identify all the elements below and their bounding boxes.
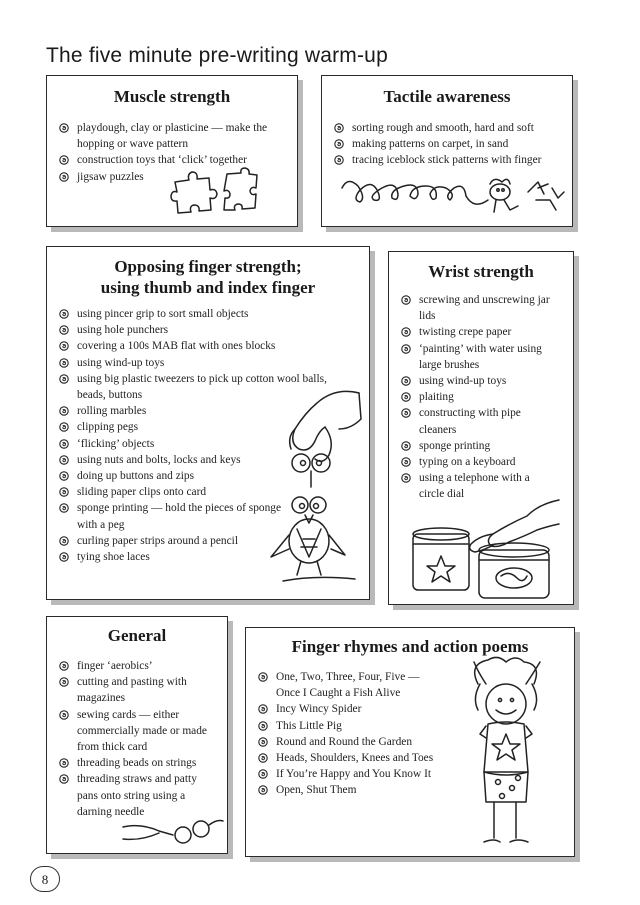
bullet-icon xyxy=(59,677,69,687)
bullet-icon xyxy=(59,155,69,165)
bullet-icon xyxy=(401,473,411,483)
page-title: The five minute pre-writing warm-up xyxy=(46,44,388,67)
wrist-strength-list xyxy=(401,292,565,503)
list-item: typing on a keyboard xyxy=(401,454,565,470)
bullet-icon xyxy=(401,344,411,354)
list-item: using wind-up toys xyxy=(401,373,565,389)
wrist-strength-box xyxy=(388,251,574,605)
list-item: using big plastic tweezers to pick up cotton wool balls, beads, buttons xyxy=(59,371,357,403)
list-item: playdough, clay or plasticine — make the hopping or wave pattern xyxy=(59,120,285,152)
list-item: jigsaw puzzles xyxy=(59,169,285,185)
list-item: ‘flicking’ objects xyxy=(59,436,282,452)
bullet-icon xyxy=(59,374,69,384)
bullet-icon xyxy=(59,552,69,562)
bullet-icon xyxy=(59,758,69,768)
jigsaw-puzzle-icon xyxy=(169,168,259,218)
general-heading: General xyxy=(107,626,167,645)
girl-figure-icon xyxy=(458,654,558,850)
list-item: screwing and unscrewing jar lids xyxy=(401,292,559,324)
list-item: finger ‘aerobics’ xyxy=(59,658,221,674)
list-item: twisting crepe paper xyxy=(401,324,565,340)
list-item: sorting rough and smooth, hard and soft xyxy=(334,120,564,136)
tracing-pattern-icon xyxy=(338,170,568,218)
bullet-icon xyxy=(258,721,268,731)
list-item: rolling marbles xyxy=(59,403,282,419)
muscle-strength-heading: Muscle strength xyxy=(113,87,231,106)
list-item: using nuts and bolts, locks and keys xyxy=(59,452,282,468)
bullet-icon xyxy=(59,774,69,784)
bullet-icon xyxy=(334,139,344,149)
bullet-icon xyxy=(59,341,69,351)
bullet-icon xyxy=(401,327,411,337)
list-item: Round and Round the Garden xyxy=(258,734,564,750)
tactile-awareness-list xyxy=(334,120,564,169)
bullet-icon xyxy=(401,392,411,402)
bullet-icon xyxy=(59,325,69,335)
list-item: using pincer grip to sort small objects xyxy=(59,306,357,322)
list-item: threading beads on strings xyxy=(59,755,221,771)
bullet-icon xyxy=(59,406,69,416)
list-item: making patterns on carpet, in sand xyxy=(334,136,564,152)
list-item: plaiting xyxy=(401,389,565,405)
bullet-icon xyxy=(258,737,268,747)
bullet-icon xyxy=(258,769,268,779)
list-item: Open, Shut Them xyxy=(258,782,564,798)
finger-rhymes-box xyxy=(245,627,575,857)
bullet-icon xyxy=(59,503,69,513)
list-item: Heads, Shoulders, Knees and Toes xyxy=(258,750,564,766)
list-item: covering a 100s MAB flat with ones blocks xyxy=(59,338,357,354)
wrist-strength-heading: Wrist strength xyxy=(428,262,534,281)
bullet-icon xyxy=(59,471,69,481)
list-item: sponge printing xyxy=(401,438,565,454)
bullet-icon xyxy=(59,123,69,133)
bullet-icon xyxy=(334,123,344,133)
bullet-icon xyxy=(334,155,344,165)
bullet-icon xyxy=(59,455,69,465)
list-item: threading straws and patty pans onto string using a darning needle xyxy=(59,771,217,820)
bullet-icon xyxy=(59,439,69,449)
list-item: construction toys that ‘click’ together xyxy=(59,152,285,168)
list-item: sewing cards — either commercially made or made from thick card xyxy=(59,707,207,756)
opposing-finger-heading-line2: using thumb and index finger xyxy=(100,278,316,297)
list-item: tracing iceblock stick patterns with finger xyxy=(334,152,564,168)
tactile-awareness-heading: Tactile awareness xyxy=(383,87,511,106)
list-item: tying shoe laces xyxy=(59,549,282,565)
bullet-icon xyxy=(59,358,69,368)
scissors-icon xyxy=(121,817,225,847)
list-item: sponge printing — hold the pieces of sponge with a peg xyxy=(59,500,282,532)
bullet-icon xyxy=(258,704,268,714)
tactile-awareness-box xyxy=(321,75,573,227)
bullet-icon xyxy=(401,441,411,451)
bullet-icon xyxy=(59,710,69,720)
bullet-icon xyxy=(59,536,69,546)
general-box xyxy=(46,616,228,854)
list-item: doing up buttons and zips xyxy=(59,468,282,484)
list-item: using a telephone with a circle dial xyxy=(401,470,549,502)
list-item: sliding paper clips onto card xyxy=(59,484,282,500)
bullet-icon xyxy=(401,295,411,305)
list-item: Incy Wincy Spider xyxy=(258,701,564,717)
list-item: This Little Pig xyxy=(258,718,564,734)
bullet-icon xyxy=(401,457,411,467)
pincer-hand-bird-icon xyxy=(265,389,365,589)
list-item: constructing with pipe cleaners xyxy=(401,405,544,437)
bullet-icon xyxy=(59,422,69,432)
list-item: using hole punchers xyxy=(59,322,357,338)
list-item: ‘painting’ with water using large brushes xyxy=(401,341,565,373)
general-list xyxy=(59,658,221,820)
bullet-icon xyxy=(258,753,268,763)
bullet-icon xyxy=(401,376,411,386)
list-item: If You’re Happy and You Know It xyxy=(258,766,564,782)
bullet-icon xyxy=(59,309,69,319)
list-item: curling paper strips around a pencil xyxy=(59,533,282,549)
bullet-icon xyxy=(258,785,268,795)
opposing-finger-box xyxy=(46,246,370,600)
bullet-icon xyxy=(258,672,268,682)
opposing-finger-heading-line1: Opposing finger strength; xyxy=(114,257,302,276)
muscle-strength-box xyxy=(46,75,298,227)
list-item: clipping pegs xyxy=(59,419,282,435)
bullet-icon xyxy=(59,172,69,182)
jars-hand-icon xyxy=(409,500,559,600)
list-item: using wind-up toys xyxy=(59,355,357,371)
bullet-icon xyxy=(59,661,69,671)
bullet-icon xyxy=(59,487,69,497)
bullet-icon xyxy=(401,408,411,418)
list-item: cutting and pasting with magazines xyxy=(59,674,212,706)
list-item: One, Two, Three, Four, Five — Once I Caught a Fish Alive xyxy=(258,669,446,701)
finger-rhymes-heading: Finger rhymes and action poems xyxy=(291,637,529,656)
page-number: 8 xyxy=(30,866,60,892)
